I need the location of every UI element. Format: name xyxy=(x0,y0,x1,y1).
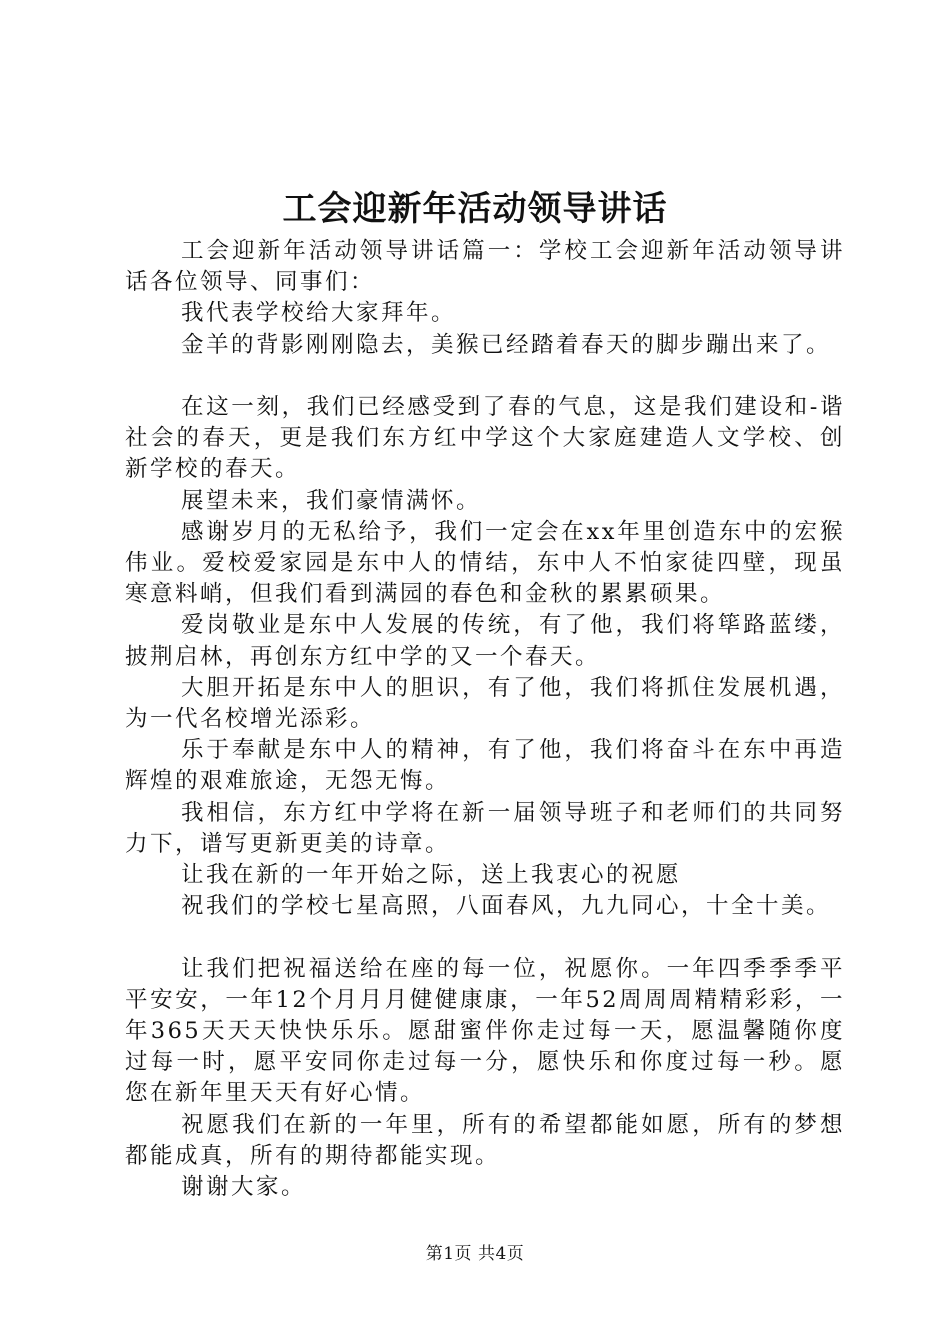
paragraph: 工会迎新年活动领导讲话篇一：学校工会迎新年活动领导讲话各位领导、同事们： xyxy=(125,238,845,296)
paragraph: 谢谢大家。 xyxy=(181,1174,307,1201)
paragraph: 让我在新的一年开始之际，送上我衷心的祝愿 xyxy=(181,862,682,889)
document-body xyxy=(125,236,845,1203)
paragraph: 大胆开拓是东中人的胆识，有了他，我们将抓住发展机遇，为一代名校增光添彩。 xyxy=(125,674,845,733)
paragraph: 我代表学校给大家拜年。 xyxy=(181,300,457,327)
paragraph: 展望未来，我们豪情满怀。 xyxy=(181,487,482,514)
document-title: 工会迎新年活动领导讲话 xyxy=(282,189,668,229)
paragraph: 乐于奉献是东中人的精神，有了他，我们将奋斗在东中再造辉煌的艰难旅途，无怨无悔。 xyxy=(125,737,845,795)
paragraph: 祝愿我们在新的一年里，所有的希望都能如愿，所有的梦想都能成真，所有的期待都能实现。 xyxy=(125,1111,845,1169)
paragraph: 感谢岁月的无私给予，我们一定会在xx年里创造东中的宏猴伟业。爱校爱家园是东中人的情结，东中人不怕家徒四壁，现虽寒意料峭，但我们看到满园的春色和金秋的累累硕果。 xyxy=(125,518,845,608)
paragraph: 祝我们的学校七星高照，八面春风，九九同心，十全十美。 xyxy=(181,893,832,920)
paragraph: 爱岗敬业是东中人发展的传统，有了他，我们将筚路蓝缕，披荆启林，再创东方红中学的又一个春天。 xyxy=(125,612,845,670)
paragraph: 金羊的背影刚刚隐去，美猴已经踏着春天的脚步蹦出来了。 xyxy=(181,331,832,358)
page-footer: 第1页 共4页 xyxy=(425,1244,525,1264)
paragraph: 在这一刻，我们已经感受到了春的气息，这是我们建设和-谐社会的春天，更是我们东方红中学这个大家庭建造人文学校、创新学校的春天。 xyxy=(125,394,845,483)
paragraph: 我相信，东方红中学将在新一届领导班子和老师们的共同努力下，谱写更新更美的诗章。 xyxy=(125,799,845,857)
paragraph: 让我们把祝福送给在座的每一位，祝愿你。一年四季季季平平安安，一年12个月月月健健康康，一年52周周周精精彩彩，一年365天天天快快乐乐。愿甜蜜伴你走过每一天，愿温馨随你度过每一时，愿平安同你走过每一分，愿快乐和你度过每一秒。愿您在新年里天天有好心情。 xyxy=(125,955,845,1107)
